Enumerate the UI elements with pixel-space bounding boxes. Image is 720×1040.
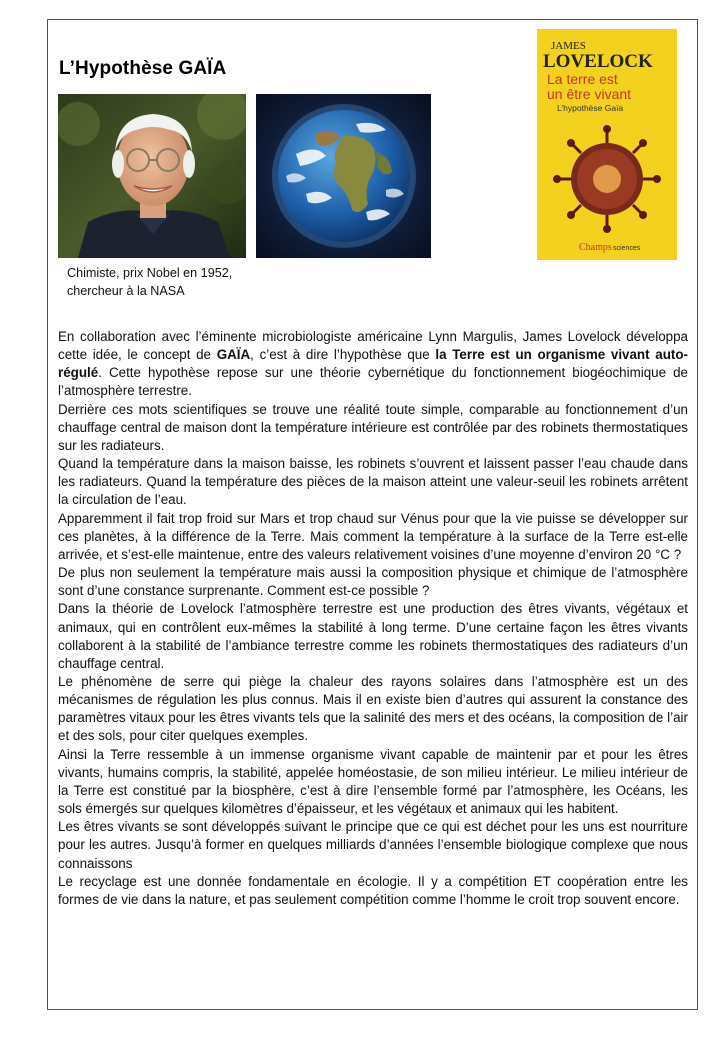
paragraph: Derrière ces mots scientifiques se trouve une réalité toute simple, comparable au fonctionnement d’un chauffage central de maison dont la température intérieure est contrôlée par des robinets thermostatiques sur les radiateurs. — [58, 401, 688, 453]
book-author-first: JAMES — [551, 40, 586, 52]
article-body — [58, 328, 688, 909]
paragraph: Les êtres vivants se sont développés suivant le principe que ce qui est déchet pour les uns est nourriture pour les autres. Jusqu’à former en quelques milliards d’années l’ensemble biologique complexe que nous connaissons — [58, 819, 688, 871]
book-author-last: LOVELOCK — [543, 51, 653, 72]
paragraph: Apparemment il fait trop froid sur Mars et trop chaud sur Vénus pour que la vie puisse se développer sur ces planètes, à la différence de la Terre. Mais comment la température à la surface de la Terre est-elle arrivée, et s’est-elle maintenue, entre des valeurs relativement voisines d’une moyenne d’environ 20 °C ? — [58, 510, 688, 562]
paragraph: Le recyclage est une donnée fondamentale en écologie. Il y a compétition ET coopération entre les formes de vie dans la nature, et pas seulement compétition comme l’homme le croit trop souvent encore. — [58, 873, 688, 907]
book-collection: sciences — [613, 245, 641, 252]
gaia-term: GAÏA — [216, 347, 251, 363]
paragraph: De plus non seulement la température mais aussi la composition physique et chimique de l’atmosphère sont d’une constance surprenante. Comment est-ce possible ? — [58, 565, 688, 599]
gaia-emblem-illustration — [553, 125, 661, 233]
book-title-line2: un être vivant — [547, 86, 632, 102]
gaia-definition: la Terre est un organisme vivant auto-régulé — [58, 347, 688, 381]
lovelock-portrait-photo — [58, 94, 246, 258]
paragraph-intro: En collaboration avec l’éminente microbiologiste américaine Lynn Margulis, James Lovelock développa cette idée, le concept de GAÏA, c’est à dire l’hypothèse que la Terre est un organisme vivant auto-régulé. Cette hypothèse repose sur une théorie cybernétique du fonctionnement biogéochimique de l’atmosphère terrestre. — [58, 329, 688, 399]
portrait-caption: Chimiste, prix Nobel en 1952, chercheur à la NASA — [67, 266, 233, 298]
earth-globe-image — [256, 94, 431, 258]
book-publisher: Champs — [579, 242, 612, 253]
book-title-line1: La terre est — [547, 71, 618, 87]
page-title: L’Hypothèse GAÏA — [59, 58, 227, 79]
paragraph: Ainsi la Terre ressemble à un immense organisme vivant capable de maintenir par et pour les êtres vivants, humains compris, la stabilité, appelée homéostasie, de son milieu intérieur. Le milieu intérieur de la Terre est constitué par la biosphère, c’est à dire l’ensemble formé par l’atmosphère, les Océans, les sols émergés sur quelques kilomètres d’épaisseur, et les végétaux et animaux qui les habitent. — [58, 746, 688, 817]
paragraph: Quand la température dans la maison baisse, les robinets s’ouvrent et laissent passer l’eau chaude dans les radiateurs. Quand la température des pièces de la maison atteint une valeur-seuil les robinets arrêtent la circulation de l’eau. — [58, 456, 688, 508]
book-cover-image — [537, 29, 677, 260]
paragraph: Dans la théorie de Lovelock l’atmosphère terrestre est une production des êtres vivants, végétaux et animaux, qui en contrôlent eux-mêmes la stabilité à long terme. D’une certaine façon les êtres vivants collaborent à la stabilité de l’ambiance terrestre comme les robinets thermostatiques des radiateurs d’un chauffage central. — [58, 601, 688, 671]
paragraph: Le phénomène de serre qui piège la chaleur des rayons solaires dans l’atmosphère est un des mécanismes de régulation les plus connus. Mais il en existe bien d’autres qui assurent la constance des paramètres vitaux pour les êtres vivants tels que la salinité des mers et des océans, la composition de l’air et des sols, pour citer quelques exemples. — [58, 673, 688, 744]
book-subtitle: L’hypothèse Gaïa — [557, 103, 624, 113]
